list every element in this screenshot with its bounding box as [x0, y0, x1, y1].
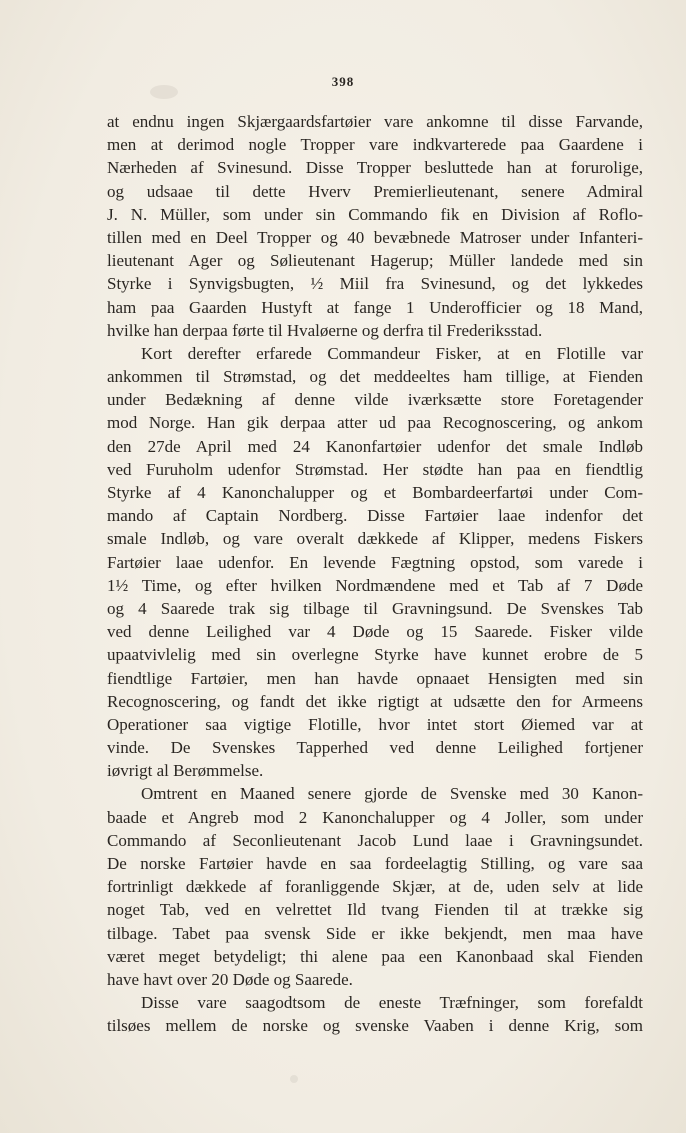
- text-line: mod Norge. Han gik derpaa atter ud paa Recognoscering, og ankom: [107, 413, 643, 433]
- text-line: fortrinligt dækkede af foranliggende Skjær, at de, uden selv at lide: [107, 877, 643, 897]
- text-line: at endnu ingen Skjærgaardsfartøier vare ankomne til disse Farvande,: [107, 112, 643, 131]
- text-line: vinde. De Svenskes Tapperhed ved denne Leilighed fortjener: [107, 738, 643, 758]
- text-line: og udsaae til dette Hverv Premierlieutenant, senere Admiral: [107, 181, 643, 201]
- text-line: Fartøier laae udenfor. En levende Fægtning opstod, som varede i: [107, 552, 643, 572]
- text-line: J. N. Müller, som under sin Commando fik en Division af Roflo-: [107, 204, 643, 224]
- text-line: mando af Captain Nordberg. Disse Fartøier laae indenfor det: [107, 506, 643, 526]
- text-line: Disse vare saagodtsom de eneste Træfninger, som forefaldt: [141, 993, 643, 1013]
- text-line: baade et Angreb mod 2 Kanonchalupper og 4 Joller, som under: [107, 807, 643, 827]
- text-line: Nærheden af Svinesund. Disse Tropper besluttede han at forurolige,: [107, 158, 643, 178]
- text-line: hvilke han derpaa førte til Hvaløerne og derfra til Frederiksstad.: [107, 320, 543, 340]
- text-line: ham paa Gaarden Hustyft at fange 1 Underofficier og 18 Mand,: [107, 297, 643, 317]
- paper-stain: [290, 1075, 298, 1083]
- text-line: men at derimod nogle Tropper vare indkvarterede paa Gaardene i: [107, 135, 643, 155]
- text-line: 1½ Time, og efter hvilken Nordmændene med et Tab af 7 Døde: [107, 575, 643, 595]
- text-line: og 4 Saarede trak sig tilbage til Gravningsund. De Svenskes Tab: [107, 598, 643, 618]
- text-line: været meget betydeligt; thi alene paa een Kanonbaad skal Fienden: [107, 946, 643, 966]
- text-line: De norske Fartøier havde en saa fordeelagtig Stilling, og vare saa: [107, 854, 643, 873]
- text-line: ved denne Leilighed var 4 Døde og 15 Saarede. Fisker vilde: [107, 622, 643, 642]
- text-line: ankommen til Strømstad, og det meddeeltes ham tillige, at Fienden: [107, 367, 643, 387]
- text-line: Kort derefter erfarede Commandeur Fisker, at en Flotille var: [141, 343, 643, 363]
- text-line: tilbage. Tabet paa svensk Side er ikke bekjendt, men maa have: [107, 923, 643, 943]
- text-line: iøvrigt al Berømmelse.: [107, 761, 264, 781]
- text-line: upaatvivlelig med sin overlegne Styrke have kunnet erobre de 5: [107, 645, 643, 665]
- text-line: Omtrent en Maaned senere gjorde de Svenske med 30 Kanon-: [141, 784, 643, 804]
- text-line: Styrke i Synvigsbugten, ½ Miil fra Svinesund, og det lykkedes: [107, 274, 643, 294]
- text-line: lieutenant Ager og Sølieutenant Hagerup; Müller landede med sin: [107, 251, 643, 271]
- text-line: tillen med en Deel Tropper og 40 bevæbnede Matroser under Infanteri-: [107, 227, 643, 247]
- text-line: ved Furuholm udenfor Strømstad. Her stødte han paa en fiendtlig: [107, 459, 643, 479]
- text-line: Commando af Seconlieutenant Jacob Lund laae i Gravningsundet.: [107, 830, 643, 850]
- text-line: tilsøes mellem de norske og svenske Vaaben i denne Krig, som: [107, 1016, 643, 1036]
- body-text: [107, 110, 643, 1038]
- text-line: Operationer saa vigtige Flotille, hvor intet stort Øiemed var at: [107, 714, 643, 734]
- text-line: den 27de April med 24 Kanonfartøier udenfor det smale Indløb: [107, 436, 643, 456]
- page-number: 398: [331, 74, 355, 89]
- text-line: Recognoscering, og fandt det ikke rigtigt at udsætte den for Armeens: [107, 691, 643, 711]
- text-line: have havt over 20 Døde og Saarede.: [107, 969, 353, 989]
- text-line: under Bedækning af denne vilde iværksætte store Foretagender: [107, 390, 643, 410]
- text-line: fiendtlige Fartøier, men han havde opnaaet Hensigten med sin: [107, 668, 643, 688]
- text-line: noget Tab, ved en velrettet Ild tvang Fienden til at trække sig: [107, 900, 643, 920]
- text-line: smale Indløb, og vare overalt dækkede af Klipper, medens Fiskers: [107, 529, 643, 549]
- text-line: Styrke af 4 Kanonchalupper og et Bombardeerfartøi under Com-: [107, 483, 643, 502]
